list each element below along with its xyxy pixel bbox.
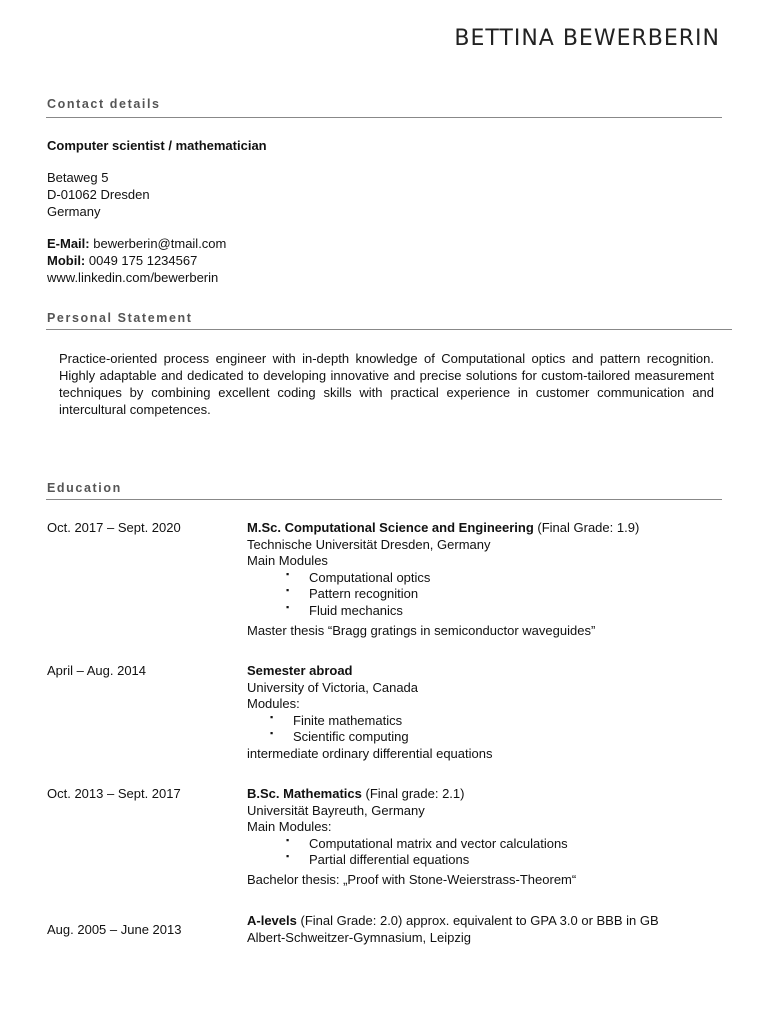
statement-divider — [46, 329, 732, 330]
personal-statement-text: Practice-oriented process engineer with in-depth knowledge of Computational optics and pattern recognition. Highly adaptable and dedicated to developing innovative and precise solutions for custom-tailored measurement techniques by combining excellent coding skills with practical experience in customer communication and intercultural competences. — [59, 351, 714, 417]
linkedin-link[interactable]: www.linkedin.com/bewerberin — [47, 270, 219, 285]
education-degree-line — [247, 520, 639, 537]
applicant-name: BETTINA BEWERBERIN — [454, 26, 720, 51]
module-name: Finite mathematics — [293, 713, 403, 728]
education-degree-line — [247, 913, 659, 930]
module-list-item — [286, 570, 430, 585]
education-modules-label: Modules: — [247, 696, 300, 711]
bullet-icon: ▪ — [286, 851, 290, 861]
module-list-item — [270, 713, 402, 728]
email-link[interactable]: bewerberin@tmail.com — [89, 236, 227, 251]
module-name: Scientific computing — [293, 729, 409, 744]
module-list-item — [286, 603, 403, 618]
mobile-line — [47, 252, 197, 269]
module-name: Pattern recognition — [309, 586, 419, 601]
module-name: Computational matrix and vector calculations — [309, 836, 568, 851]
education-grade: (Final Grade: 1.9) — [533, 520, 640, 535]
education-date: April – Aug. 2014 — [47, 663, 147, 678]
contact-section-title: Contact details — [47, 97, 161, 111]
mobile-label: Mobil: — [47, 253, 86, 268]
bullet-icon: ▪ — [270, 728, 274, 738]
education-date: Oct. 2017 – Sept. 2020 — [47, 520, 181, 535]
contact-divider — [46, 117, 722, 118]
mobile-number: 0049 175 1234567 — [85, 253, 198, 268]
education-divider — [46, 499, 722, 500]
module-name: Partial differential equations — [309, 852, 470, 867]
education-institution: Albert-Schweitzer-Gymnasium, Leipzig — [247, 930, 471, 945]
education-date: Aug. 2005 – June 2013 — [47, 922, 182, 937]
module-list-item — [286, 586, 418, 601]
education-section-title: Education — [47, 481, 122, 495]
education-degree: B.Sc. Mathematics — [247, 786, 362, 801]
education-thesis: Bachelor thesis: „Proof with Stone-Weierstrass-Theorem“ — [247, 872, 577, 887]
address-country: Germany — [47, 204, 101, 219]
module-list-item — [286, 852, 469, 867]
education-modules-label: Main Modules — [247, 553, 328, 568]
statement-section-title: Personal Statement — [47, 311, 193, 325]
bullet-icon: ▪ — [286, 569, 290, 579]
module-name: Computational optics — [309, 570, 431, 585]
module-list-item — [270, 729, 409, 744]
education-degree-line — [247, 786, 464, 803]
education-grade: (Final Grade: 2.0) approx. equivalent to GPA 3.0 or BBB in GB — [296, 913, 659, 928]
email-label: E-Mail: — [47, 236, 90, 251]
education-note: intermediate ordinary differential equations — [247, 746, 493, 761]
education-degree: A-levels — [247, 913, 297, 928]
education-grade: (Final grade: 2.1) — [361, 786, 465, 801]
education-institution: Universität Bayreuth, Germany — [247, 803, 425, 818]
education-institution: University of Victoria, Canada — [247, 680, 419, 695]
education-degree: M.Sc. Computational Science and Engineering — [247, 520, 534, 535]
module-list-item — [286, 836, 568, 851]
education-date: Oct. 2013 – Sept. 2017 — [47, 786, 181, 801]
address-street: Betaweg 5 — [47, 170, 109, 185]
bullet-icon: ▪ — [286, 835, 290, 845]
education-degree: Semester abroad — [247, 663, 353, 678]
education-institution: Technische Universität Dresden, Germany — [247, 537, 491, 552]
education-modules-label: Main Modules: — [247, 819, 332, 834]
bullet-icon: ▪ — [270, 712, 274, 722]
education-thesis: Master thesis “Bragg gratings in semiconductor waveguides” — [247, 623, 596, 638]
address-city: D-01062 Dresden — [47, 187, 150, 202]
email-line — [47, 235, 226, 252]
role-title: Computer scientist / mathematician — [47, 138, 267, 153]
module-name: Fluid mechanics — [309, 603, 403, 618]
bullet-icon: ▪ — [286, 585, 290, 595]
bullet-icon: ▪ — [286, 602, 290, 612]
